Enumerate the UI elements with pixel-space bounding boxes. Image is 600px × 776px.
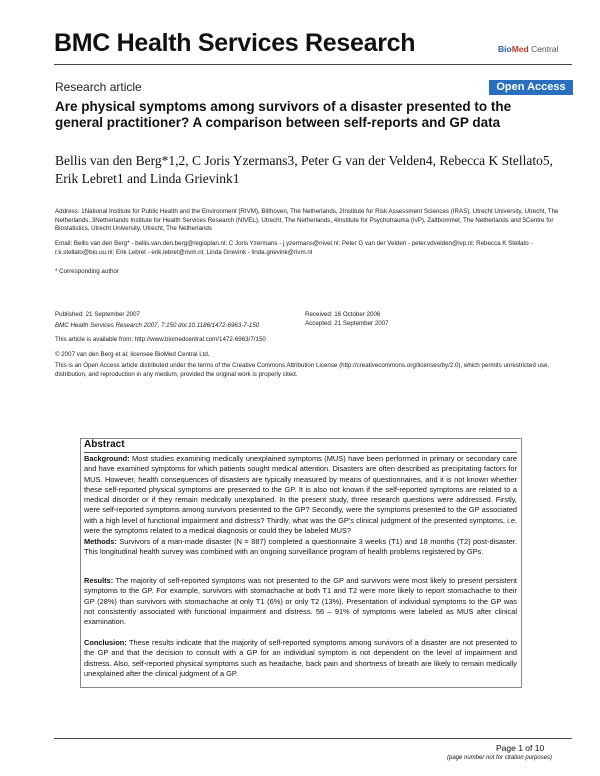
journal-title: BMC Health Services Research [54, 29, 416, 57]
methods-text: Survivors of a man-made disaster (N = 887) completed a questionnaire 3 weeks (T1) and 18 months (T2) post-disaster. This longitudinal health survey was combined with an ongoing surveillance program of health problems registered by GPs. [84, 537, 517, 557]
biomed-central-logo: BioMed Central [498, 44, 559, 54]
published-date: Published: 21 September 2007 [55, 311, 140, 318]
author-list: Bellis van den Berg*1,2, C Joris Yzermans3, Peter G van der Velden4, Rebecca K Stellato5, Erik Lebret1 and Linda Grievink1 [55, 153, 554, 186]
header-rule [54, 64, 572, 65]
article-url[interactable]: This article is available from: http://www.biomedcentral.com/1472-6963/7/150 [55, 336, 266, 343]
author-emails: Email: Bellis van den Berg* - bellis.van.den.berg@regioplan.nl; C Joris Yzermans - j.yzermans@nivel.nl; Peter G van der Velden - peter.vdvelden@ivp.nl; Rebecca K Stellato - r.k.stellato@bio.uu.nl; Erik Lebret - erik.lebret@rivm.nl; Linda Grievink - linda.grievink@rivm.nl [55, 240, 533, 256]
conclusion-label: Conclusion: [84, 638, 127, 647]
copyright: © 2007 van den Berg et al; licensee BioMed Central Ltd. [55, 351, 210, 358]
results-text: The majority of self-reported symptoms was not presented to the GP and survivors were most likely to present persistent symptoms to the GP. For example, survivors with stomachache at both T1 and T2 were more likely to report stomachache to their GP (28%) than survivors with stomachache at only T1 (6%) or only T2 (13%). Presentation of individual symptoms to the GP was not consistently associated with functional impairment and distress. 56 – 91% of symptoms were labeled as MUS after clinical examination. [84, 576, 517, 627]
background-label: Background: [84, 454, 130, 463]
page-note: (page number not for citation purposes) [447, 755, 553, 761]
results-label: Results: [84, 576, 114, 585]
footer-rule [54, 738, 572, 739]
background-text: Most studies examining medically unexplained symptoms (MUS) have been performed in primary or secondary care and have examined symptoms for which patients sought medical attention. Disasters are often described as precipitating factors for MUS. However, health consequences of disasters are typically measured by means of questionnaires, and it is not known whether these self-reported physical symptoms are presented to the GP. It is also not known if the self-reported symptoms are related to a medical disorder or if they remain medically unexplained. In the present study, three research questions were addressed. Firstly, were self-reported symptoms among survivors presented to the GP? Secondly, were the symptoms presented to the GP associated with a high level of functional impairment and distress? Thirdly, what was the GP's clinical judgment of the presented symptoms, i.e. were the symptoms related to a medical diagnosis or could they be labeled MUS? [84, 454, 517, 536]
accepted-date: Accepted: 21 September 2007 [305, 320, 389, 327]
license: This is an Open Access article distributed under the terms of the Creative Commons Attribution License (http://creativecommons.org/licenses/by/2.0), which permits unrestricted use, distribution, and reproduction in any medium, provided the original work is properly cited. [55, 362, 550, 378]
abstract-background [84, 454, 517, 536]
conclusion-text: These results indicate that the majority of self-reported symptoms among survivors of a disaster are not presented to the GP and that the decision to consult with a GP for an individual symptom is not dependent on the level of impairment and distress. Also, self-reported physical symptoms such as headache, back pain and shortness of breath are likely to remain medically unexplained after the clinical judgment of a GP. [84, 638, 517, 678]
affiliations: Address: 1National Institute for Public Health and the Environment (RIVM), Bilthoven, The Netherlands, 2Institute for Risk Assessment Sciences (IRAS), Utrecht University, Utrecht, The Netherlands, 3Netherlands Institute for Health Services Research (NIVEL), Utrecht, The Netherlands, 4Institute for Psychotrauma (IvP), Zaltbommel, The Netherlands and 5Centre for Biostatistics, Utrecht University, Utrecht, The Netherlands [55, 208, 559, 233]
abstract-conclusion [84, 638, 517, 679]
open-access-badge: Open Access [489, 80, 573, 95]
article-type: Research article [55, 80, 142, 94]
received-date: Received: 16 October 2006 [305, 311, 381, 318]
abstract-rule [84, 452, 517, 453]
citation: BMC Health Services Research 2007, 7:150 doi:10.1186/1472-6963-7-150 [55, 322, 260, 329]
corresponding-author: * Corresponding author [55, 268, 119, 275]
abstract-results [84, 576, 517, 627]
methods-label: Methods: [84, 537, 117, 546]
abstract-heading: Abstract [84, 439, 125, 450]
page-number: Page 1 of 10 [496, 743, 545, 753]
article-title: Are physical symptoms among survivors of a disaster presented to the general practitioner? A comparison between self-reports and GP data [55, 99, 512, 130]
abstract-methods [84, 537, 517, 558]
